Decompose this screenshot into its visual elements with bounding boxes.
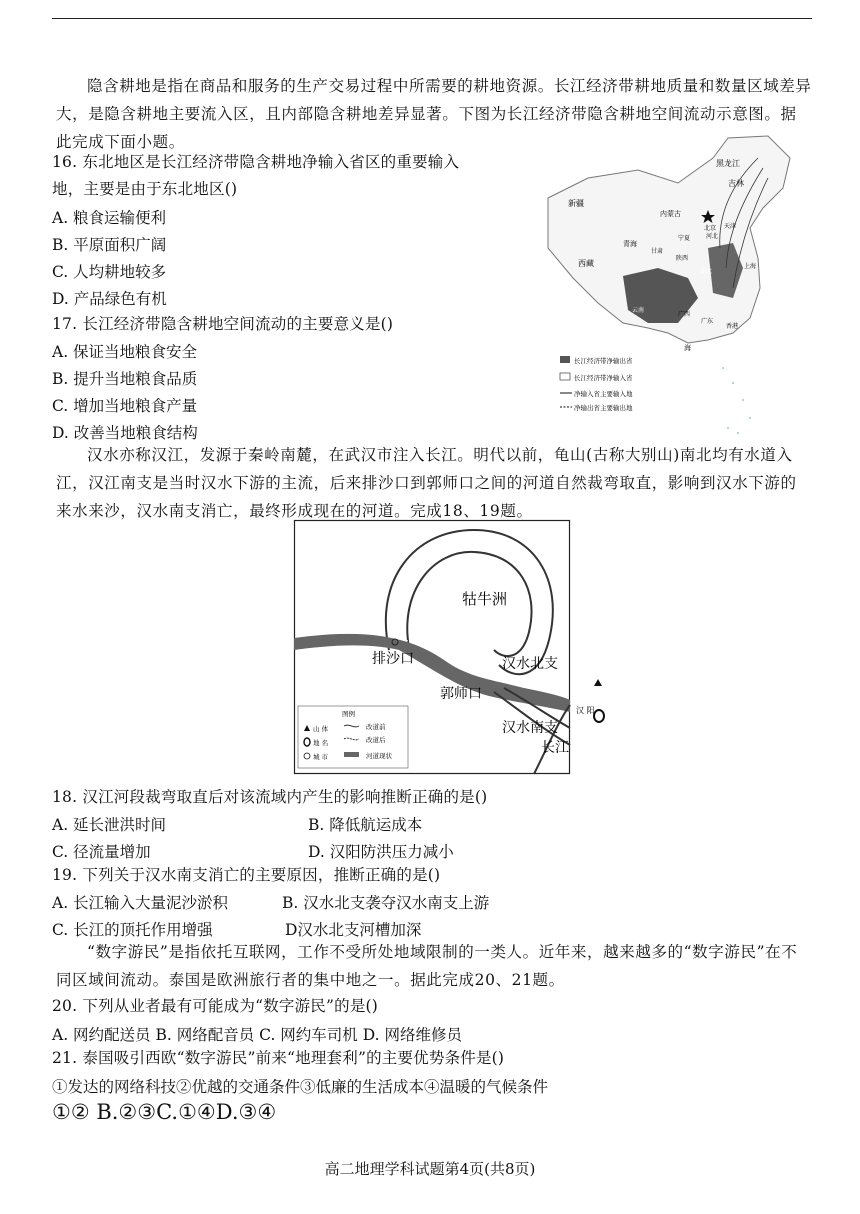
- map-label-xizang: 西藏: [578, 259, 594, 268]
- q19-option-a: A. 长江输入大量泥沙淤积: [52, 894, 229, 912]
- legend-net-import: 长江经济带净输入省: [574, 374, 633, 382]
- legend-export-dest: 净输出省主要输出地: [574, 404, 633, 412]
- legend-place: 地 名: [313, 739, 329, 747]
- legend-net-export: 长江经济带净输出省: [574, 357, 633, 365]
- hanshui-river-map: [294, 520, 595, 774]
- map-label-ningxia: 宁夏: [678, 235, 691, 242]
- legend-title: 图例: [342, 710, 355, 718]
- legend-before: 改道前: [366, 723, 386, 731]
- south-china-sea-islands: [722, 367, 751, 434]
- mountain-icon: [594, 679, 602, 686]
- label-paishakou: 排沙口: [372, 651, 414, 667]
- page-footer: 高二地理学科试题第4页(共8页): [324, 1160, 536, 1178]
- intro-paragraph-digital-nomads: “数字游民”是指依托互联网，工作不受所处地域限制的一类人。近年来，越来越多的“数字游民”在不同区域间流动。泰国是欧洲旅行者的集中地之一。据此完成20、21题。: [56, 943, 798, 989]
- legend-current: 河道现状: [366, 752, 392, 760]
- map-label-hongkong: 香港: [726, 323, 739, 330]
- q19-option-d: D汉水北支河槽加深: [285, 921, 422, 939]
- q18-option-c: C. 径流量增加: [52, 843, 151, 861]
- map-label-shanghai: 上海: [744, 263, 757, 270]
- q16-stem-line1: 16. 东北地区是长江经济带隐含耕地净输入省区的重要输入: [52, 153, 460, 171]
- q18-option-a: A. 延长泄洪时间: [52, 816, 167, 834]
- map-label-hubei: 湖北: [700, 268, 713, 275]
- label-hanyang: 汉 阳: [576, 706, 595, 715]
- q17-stem: 17. 长江经济带隐含耕地空间流动的主要意义是(): [52, 315, 394, 333]
- hanyang-place-marker: [594, 710, 604, 722]
- legend-city: 城 市: [313, 753, 329, 761]
- label-hanshui-north: 汉水北支: [502, 656, 558, 672]
- river-map-legend: [298, 706, 408, 768]
- q21-stem: 21. 泰国吸引西欧“数字游民”前来“地理套利”的主要优势条件是(): [52, 1049, 505, 1067]
- label-changjiang: 长江: [541, 740, 569, 756]
- map-label-beijing: 北京: [704, 225, 717, 232]
- q19-option-c: C. 长江的顶托作用增强: [52, 921, 213, 939]
- label-guoshikou: 郭师口: [440, 686, 482, 702]
- q17-option-d: D. 改善当地粮食结构: [52, 424, 198, 442]
- map-label-guangdong: 广东: [701, 318, 714, 325]
- q16-option-c: C. 人均耕地较多: [52, 263, 167, 281]
- map-legend: [560, 356, 633, 412]
- intro-paragraph-hanshui: 汉水亦称汉江，发源于秦岭南麓，在武汉市注入长江。明代以前，龟山(古称大别山)南北均有水道入江，汉江南支是当时汉水下游的主流，后来排沙口到郭师口之间的河道自然裁弯取直，影响到汉水下游的来水来沙，汉水南支消亡，最终形成现在的河道。完成18、19题。: [56, 446, 797, 520]
- map-label-jilin: 吉林: [728, 179, 744, 188]
- map-label-sea: 海: [684, 344, 691, 352]
- map-label-xinjiang: 新疆: [568, 199, 584, 208]
- label-zhanniuzhou: 牯牛洲: [462, 590, 508, 608]
- label-hanshui-south: 汉水南支: [502, 720, 558, 736]
- map-label-neimenggu: 内蒙古: [660, 210, 681, 218]
- q18-option-b: B. 降低航运成本: [308, 816, 423, 834]
- intro-paragraph-implicit-farmland: 隐含耕地是指在商品和服务的生产交易过程中所需要的耕地资源。长江经济带耕地质量和数量区域差异大，是隐含耕地主要流入区，且内部隐含耕地差异显著。下图为长江经济带隐含耕地空间流动示意图。据此完成下面小题。: [56, 77, 812, 151]
- q21-options: ①② B.②③C.①④D.③④: [52, 1100, 277, 1124]
- q19-option-b: B. 汉水北支袭夺汉水南支上游: [282, 894, 490, 912]
- q20-stem: 20. 下列从业者最有可能成为“数字游民”的是(): [52, 997, 379, 1015]
- legend-mountain: 山 体: [313, 725, 329, 733]
- q17-option-b: B. 提升当地粮食品质: [52, 370, 198, 388]
- map-label-guangxi: 广西: [678, 311, 691, 318]
- map-label-gansu: 甘肃: [651, 248, 664, 255]
- map-label-heilongjiang: 黑龙江: [716, 159, 740, 168]
- map-label-qinghai: 青海: [623, 240, 637, 248]
- legend-after: 改道后: [366, 736, 386, 744]
- q20-options: A. 网约配送员 B. 网络配音员 C. 网约车司机 D. 网络维修员: [52, 1026, 462, 1044]
- legend-import-source: 净输入省主要输入地: [574, 390, 633, 398]
- q16-stem-line2: 地，主要是由于东北地区(): [52, 180, 238, 198]
- header-rule: [52, 18, 812, 19]
- q18-option-d: D. 汉阳防洪压力减小: [308, 843, 454, 861]
- q17-option-c: C. 增加当地粮食产量: [52, 397, 198, 415]
- q19-stem: 19. 下列关于汉水南支消亡的主要原因，推断正确的是(): [52, 866, 441, 884]
- china-farmland-flow-map: [528, 128, 812, 443]
- map-label-yunnan: 云南: [632, 307, 645, 314]
- map-label-hebei: 河北: [706, 233, 719, 240]
- q16-option-a: A. 粮食运输便利: [52, 209, 167, 227]
- map-label-shaanxi: 陕西: [676, 255, 689, 262]
- q18-stem: 18. 汉江河段裁弯取直后对该流域内产生的影响推断正确的是(): [52, 788, 488, 806]
- q16-option-b: B. 平原面积广阔: [52, 236, 167, 254]
- map-label-tianjin: 天津: [724, 223, 737, 230]
- q17-option-a: A. 保证当地粮食安全: [52, 343, 198, 361]
- q16-option-d: D. 产品绿色有机: [52, 290, 167, 308]
- q21-items: ①发达的网络科技②优越的交通条件③低廉的生活成本④温暖的气候条件: [52, 1078, 549, 1096]
